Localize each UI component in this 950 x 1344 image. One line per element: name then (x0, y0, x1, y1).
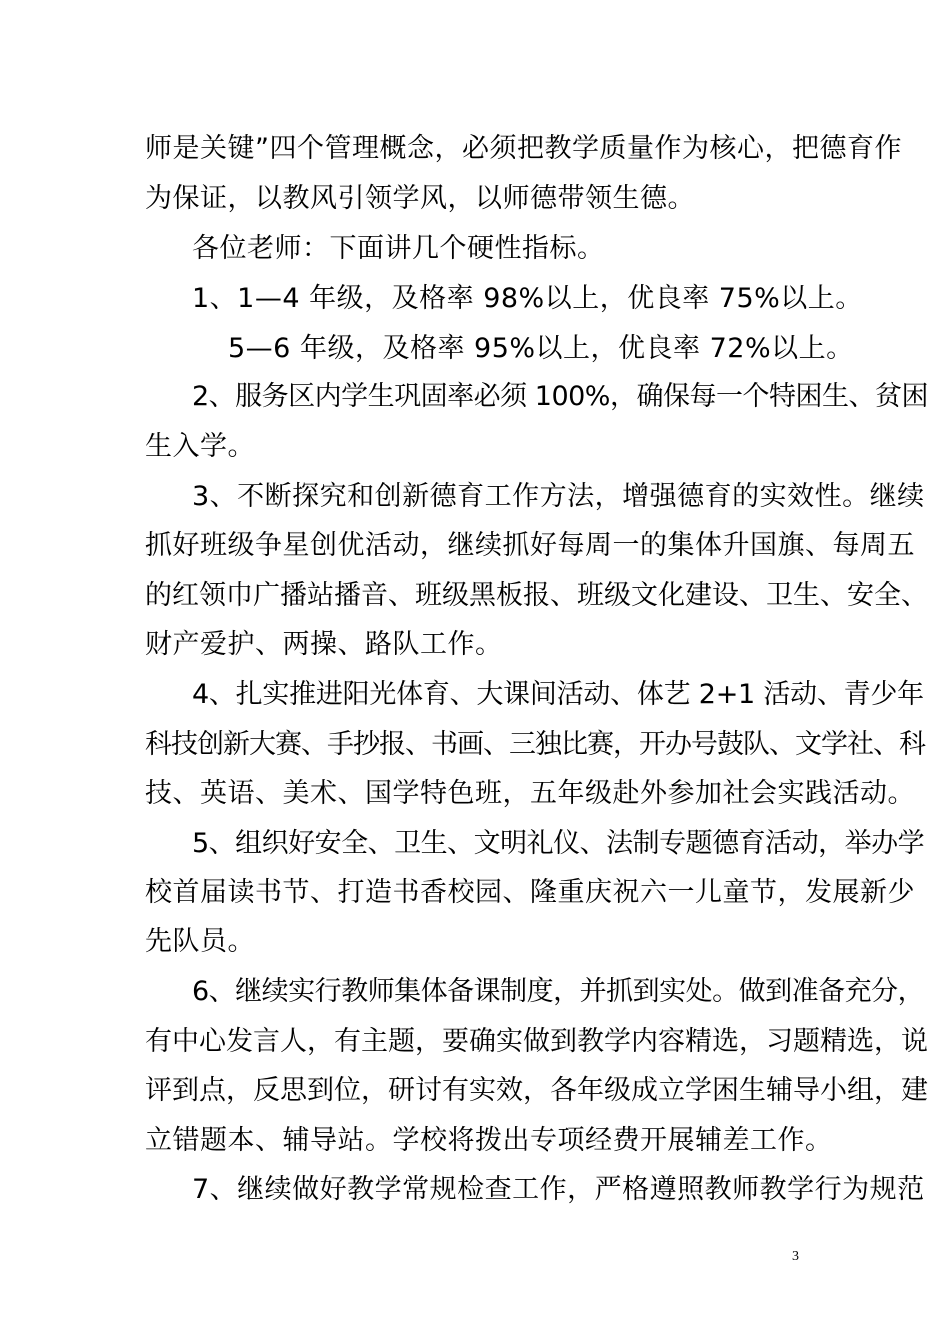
body-line: 有中心发言人，有主题，要确实做到教学内容精选，习题精选，说 (145, 1026, 928, 1057)
body-line: 5、组织好安全、卫生、文明礼仪、法制专题德育活动，举办学 (192, 828, 925, 859)
body-line: 6、继续实行教师集体备课制度，并抓到实处。做到准备充分， (192, 976, 925, 1007)
body-line: 评到点，反思到位，研讨有实效，各年级成立学困生辅导小组，建 (145, 1075, 928, 1106)
body-line: 4、扎实推进阳光体育、大课间活动、体艺 2+1 活动、青少年 (192, 679, 924, 710)
body-line: 5—6 年级，及格率 95%以上，优良率 72%以上。 (228, 333, 854, 364)
body-line: 生入学。 (145, 431, 255, 462)
body-line: 为保证，以教风引领学风，以师德带领生德。 (145, 183, 695, 214)
body-line: 抓好班级争星创优活动，继续抓好每周一的集体升国旗、每周五 (145, 530, 915, 561)
body-line: 2、服务区内学生巩固率必须 100%，确保每一个特困生、贫困 (192, 381, 928, 412)
body-line: 师是关键”四个管理概念，必须把教学质量作为核心，把德育作 (145, 133, 902, 164)
body-line: 1、1—4 年级，及格率 98%以上，优良率 75%以上。 (192, 283, 863, 314)
body-line: 科技创新大赛、手抄报、书画、三独比赛，开办号鼓队、文学社、科 (145, 729, 925, 760)
body-line: 各位老师：下面讲几个硬性指标。 (192, 233, 605, 264)
body-line: 技、英语、美术、国学特色班，五年级赴外参加社会实践活动。 (145, 778, 915, 809)
body-line: 财产爱护、两操、路队工作。 (145, 629, 503, 660)
body-line: 校首届读书节、打造书香校园、隆重庆祝六一儿童节，发展新少 (145, 877, 915, 908)
body-line: 的红领巾广播站播音、班级黑板报、班级文化建设、卫生、安全、 (145, 580, 928, 611)
body-line: 7、继续做好教学常规检查工作，严格遵照教师教学行为规范 (192, 1174, 925, 1205)
body-line: 先队员。 (145, 926, 255, 957)
body-line: 立错题本、辅导站。学校将拨出专项经费开展辅差工作。 (145, 1125, 833, 1156)
body-line: 3、不断探究和创新德育工作方法，增强德育的实效性。继续 (192, 481, 925, 512)
page-number: 3 (792, 1249, 799, 1264)
